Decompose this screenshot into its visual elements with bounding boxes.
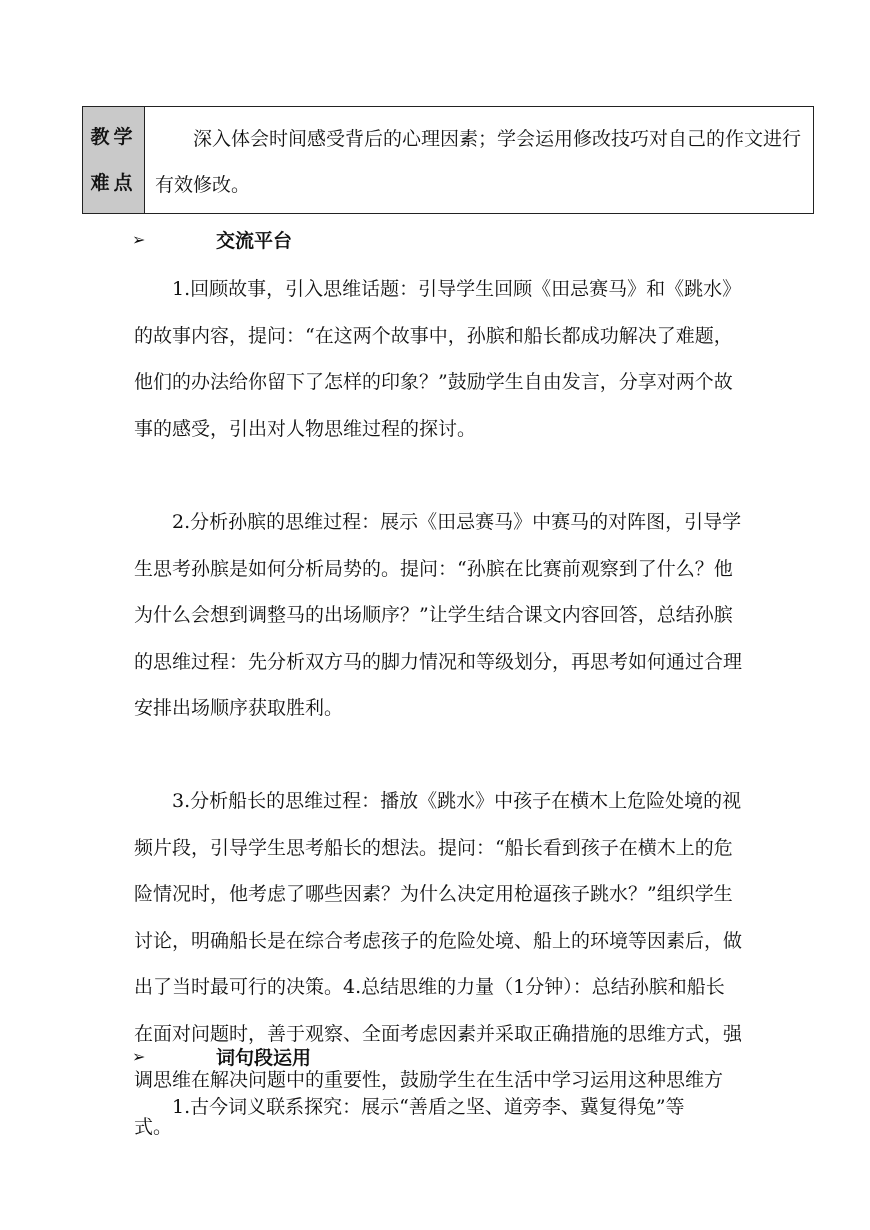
paragraph: 1.回顾故事，引入思维话题：引导学生回顾《田忌赛马》和《跳水》的故事内容，提问：“在这两个故事中，孙膑和船长都成功解决了难题，他们的办法给你留下了怎样的印象？”鼓励学生自由发言，分享对两个故事的感受，引出对人物思维过程的探讨。	[134, 278, 742, 440]
section-title: 词句段运用	[216, 1047, 312, 1069]
table-content: 深入体会时间感受背后的心理因素；学会运用修改技巧对自己的作文进行有效修改。	[155, 128, 802, 196]
paragraph: 3.分析船长的思维过程：播放《跳水》中孩子在横木上危险处境的视频片段，引导学生思考船长的想法。提问：“船长看到孩子在横木上的危险情况时，他考虑了哪些因素？为什么决定用枪逼孩子跳水？”组织学生讨论，明确船长是在综合考虑孩子的危险处境、船上的环境等因素后，做出了当时最可行的决策。4.总结思维的力量（1分钟）：总结孙膑和船长在面对问题时，善于观察、全面考虑因素并采取正确措施的思维方式，强调思维在解决问题中的重要性，鼓励学生在生活中学习运用这种思维方式。	[134, 790, 743, 1138]
paragraph: 1.古今词义联系探究：展示“善盾之坚、道旁李、冀复得兔”等	[172, 1096, 685, 1118]
arrow-bullet-icon: ➢	[132, 1047, 146, 1066]
table-label-line1: 教学	[90, 126, 137, 148]
table-label-line2: 难点	[90, 172, 137, 194]
section-heading-word-usage	[132, 1043, 311, 1070]
arrow-bullet-icon: ➢	[132, 230, 146, 249]
section-heading-exchange	[132, 226, 292, 253]
section-title: 交流平台	[216, 230, 293, 252]
table-label	[83, 107, 145, 213]
difficulty-table	[82, 106, 814, 214]
paragraph: 2.分析孙膑的思维过程：展示《田忌赛马》中赛马的对阵图，引导学生思考孙膑是如何分析局势的。提问：“孙膑在比赛前观察到了什么？他为什么会想到调整马的出场顺序？”让学生结合课文内容回答，总结孙膑的思维过程：先分析双方马的脚力情况和等级划分，再思考如何通过合理安排出场顺序获取胜利。	[134, 511, 743, 719]
